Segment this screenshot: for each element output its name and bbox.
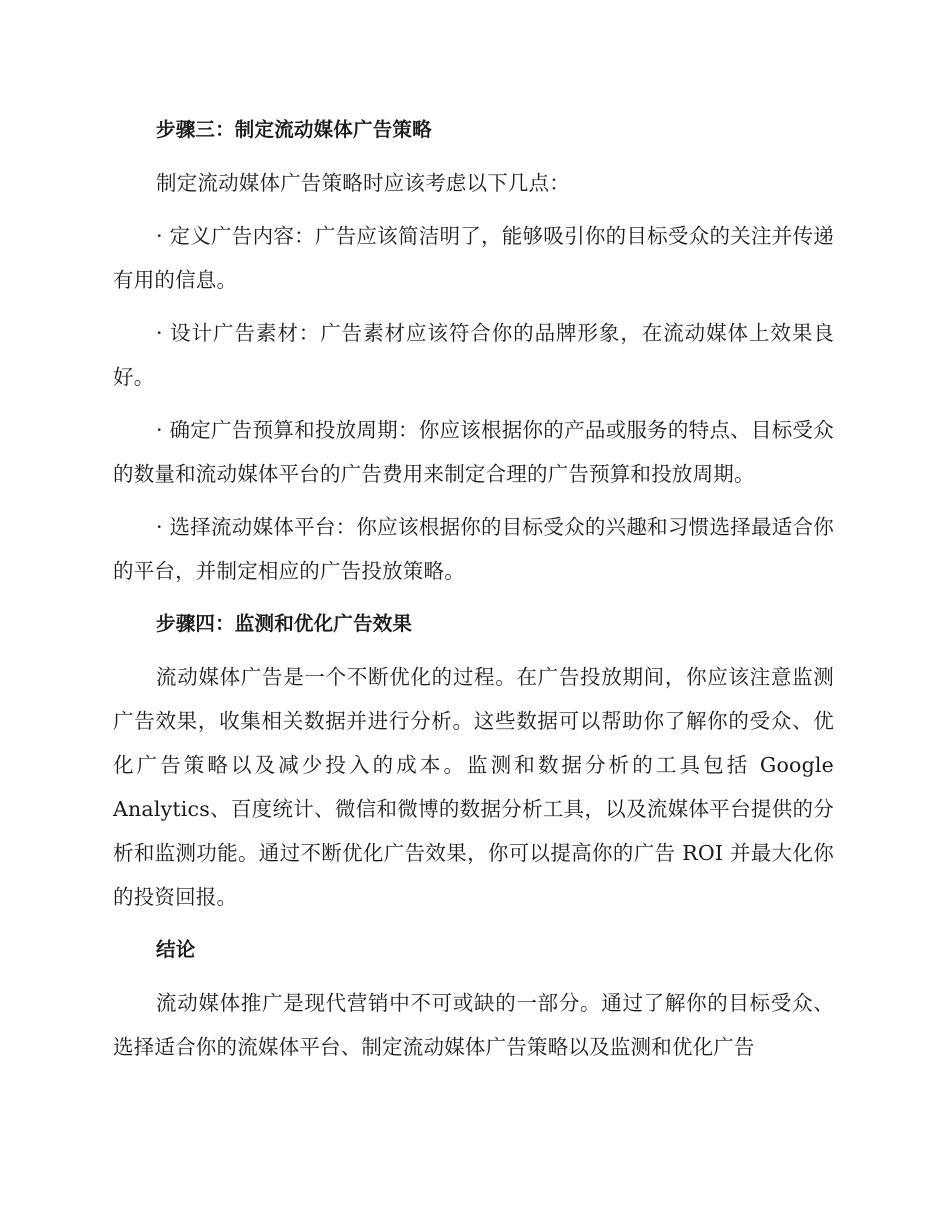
paragraph-strategy-intro: 制定流动媒体广告策略时应该考虑以下几点： bbox=[156, 171, 570, 195]
paragraph-conclusion: 流动媒体推广是现代营销中不可或缺的一部分。通过了解你的目标受众、选择适合你的流媒体平台、制定流动媒体广告策略以及监测和优化广告 bbox=[113, 991, 834, 1059]
section-heading-step-4: 步骤四：监测和优化广告效果 bbox=[156, 612, 413, 635]
bullet-ad-budget: · 确定广告预算和投放周期：你应该根据你的产品或服务的特点、目标受众的数量和流动媒体平台的广告费用来制定合理的广告预算和投放周期。 bbox=[113, 418, 834, 486]
bullet-ad-creative: · 设计广告素材：广告素材应该符合你的品牌形象，在流动媒体上效果良好。 bbox=[113, 321, 834, 389]
paragraph-monitoring: 流动媒体广告是一个不断优化的过程。在广告投放期间，你应该注意监测广告效果，收集相关数据并进行分析。这些数据可以帮助你了解你的受众、优化广告策略以及减少投入的成本。监测和数据分析的工具包括 Google Analytics、百度统计、微信和微博的数据分析工具，以及流媒体平台提供的分析和监测功能。通过不断优化广告效果，你可以提高你的广告 ROI 并最大化你的投资回报。 bbox=[113, 665, 834, 909]
bullet-platform-choice: · 选择流动媒体平台：你应该根据你的目标受众的兴趣和习惯选择最适合你的平台，并制定相应的广告投放策略。 bbox=[113, 515, 834, 583]
section-heading-conclusion: 结论 bbox=[156, 938, 196, 961]
section-heading-step-3: 步骤三：制定流动媒体广告策略 bbox=[156, 118, 432, 141]
bullet-ad-content: · 定义广告内容：广告应该简洁明了，能够吸引你的目标受众的关注并传递有用的信息。 bbox=[113, 224, 834, 292]
